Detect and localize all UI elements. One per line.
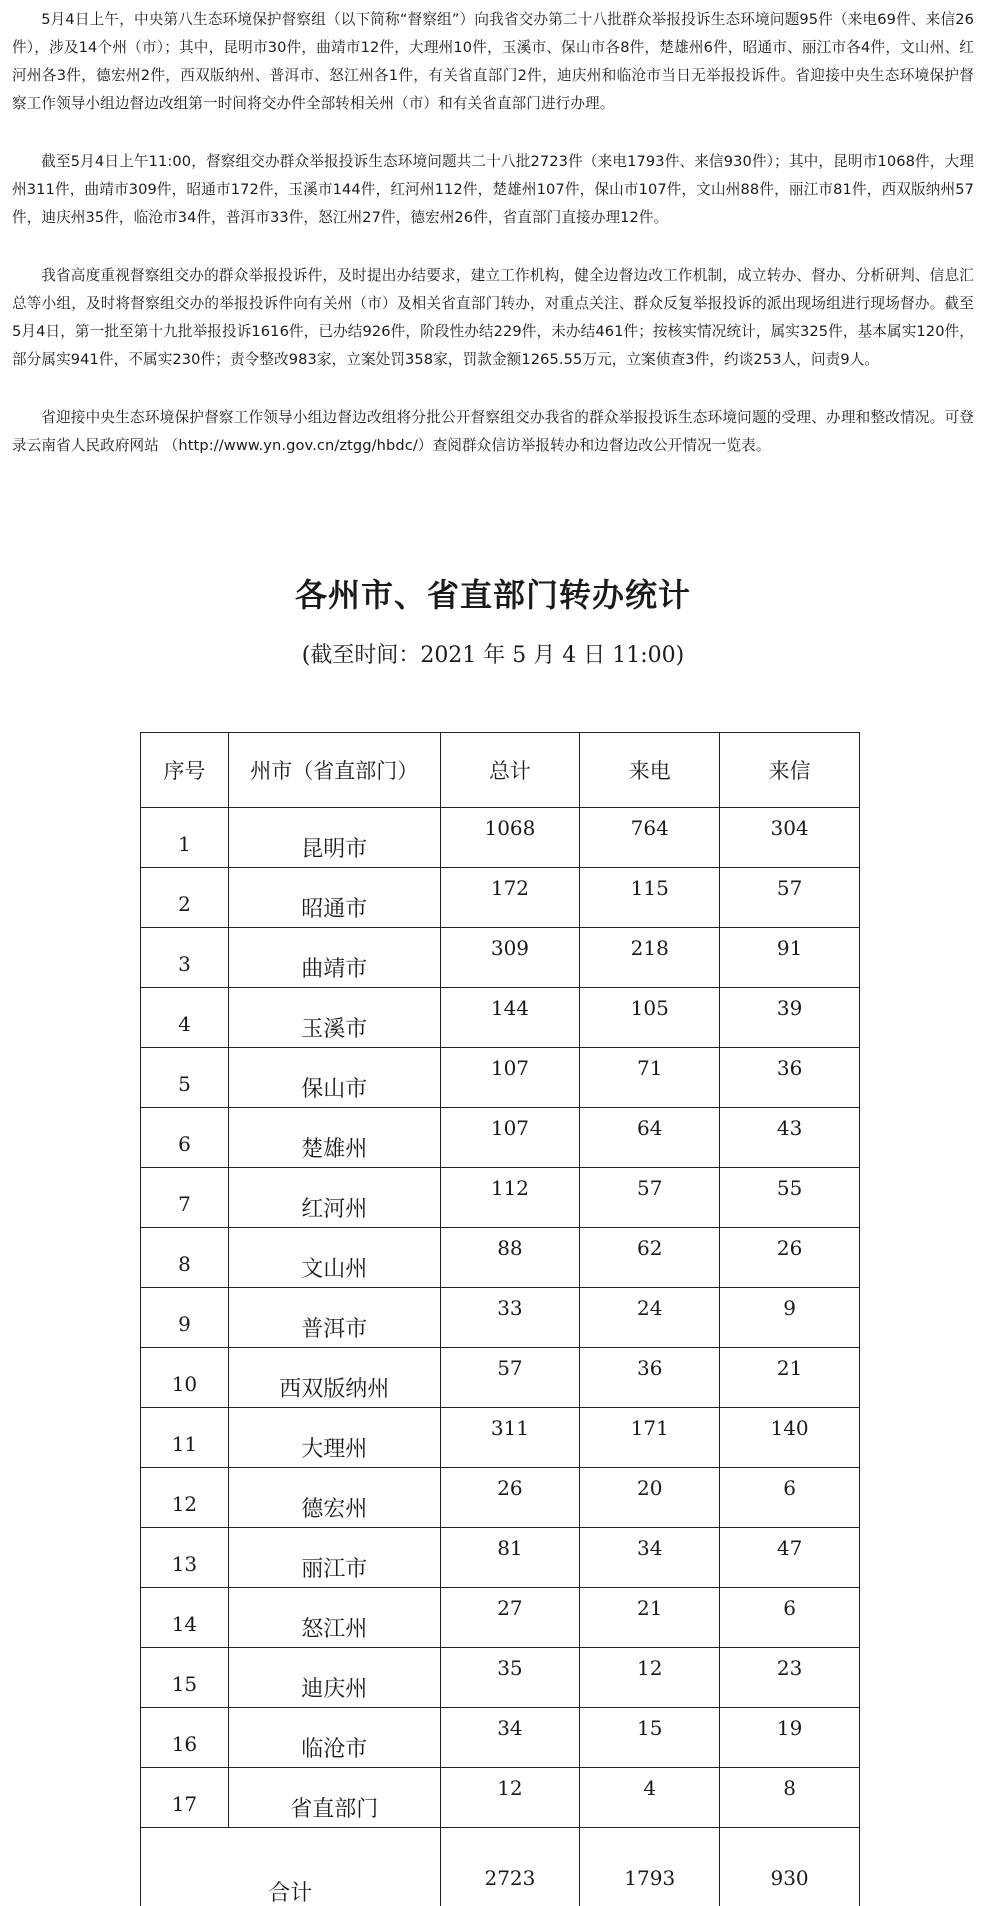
row-region: 怒江州 — [301, 1617, 368, 1642]
row-total: 107 — [490, 1055, 530, 1080]
row-index: 12 — [171, 1491, 198, 1516]
row-letter: 21 — [776, 1355, 803, 1380]
row-letter-cell — [720, 1348, 860, 1408]
row-letter: 6 — [783, 1595, 796, 1620]
row-index: 9 — [178, 1311, 191, 1336]
table-row — [141, 1168, 860, 1228]
row-total-cell — [440, 1408, 580, 1468]
row-letter-cell — [720, 1168, 860, 1228]
row-letter: 23 — [776, 1655, 803, 1680]
row-total: 81 — [497, 1535, 523, 1560]
row-total: 35 — [497, 1655, 523, 1680]
row-index: 8 — [178, 1251, 191, 1276]
row-letter-cell — [720, 1768, 860, 1828]
paragraph-3: 我省高度重视督察组交办的群众举报投诉件，及时提出办结要求，建立工作机构，健全边督边改工作机制，成立转办、督办、分析研判、信息汇总等小组，及时将督察组交办的举报投诉件向有关州（市）及相关省直部门转办，对重点关注、群众反复举报投诉的派出现场组进行现场督办。截至5月4日，第一批至第十九批举报投诉1616件，已办结926件，阶段性办结229件，未办结461件；按核实情况统计，属实325件，基本属实120件，部分属实941件，不属实230件；责令整改983家，立案处罚358家，罚款金额1265.55万元，立案侦查3件，约谈253人，问责9人。 — [12, 267, 974, 368]
row-region-cell — [228, 1468, 440, 1528]
row-phone-cell — [580, 988, 720, 1048]
table-subtitle: (截至时间：2021 年 5 月 4 日 11:00) — [301, 643, 685, 668]
row-total-cell — [440, 1528, 580, 1588]
row-region: 楚雄州 — [301, 1137, 368, 1162]
total-label: 合计 — [268, 1881, 313, 1906]
row-region-cell — [228, 1288, 440, 1348]
row-letter-cell — [720, 1708, 860, 1768]
row-index: 15 — [171, 1671, 198, 1696]
total-letter: 930 — [770, 1865, 809, 1890]
row-total: 26 — [497, 1475, 523, 1500]
row-total-cell — [440, 1108, 580, 1168]
table-row — [141, 1048, 860, 1108]
row-region-cell — [228, 1708, 440, 1768]
row-total-cell — [440, 1288, 580, 1348]
row-index: 16 — [171, 1731, 198, 1756]
row-phone-cell — [580, 928, 720, 988]
table-row — [141, 1588, 860, 1648]
table-row — [141, 1288, 860, 1348]
row-region: 德宏州 — [301, 1497, 368, 1522]
row-index: 17 — [171, 1791, 198, 1816]
row-phone-cell — [580, 1648, 720, 1708]
row-region: 丽江市 — [301, 1557, 368, 1582]
row-total-cell — [440, 1708, 580, 1768]
row-phone-cell — [580, 1708, 720, 1768]
row-total-cell — [440, 1468, 580, 1528]
table-header-row — [141, 733, 860, 808]
row-phone: 15 — [637, 1715, 663, 1740]
row-region-cell — [228, 1048, 440, 1108]
row-region-cell — [228, 1108, 440, 1168]
row-phone: 20 — [637, 1475, 663, 1500]
table-total-row — [141, 1828, 860, 1906]
row-phone: 12 — [637, 1655, 663, 1680]
row-index-cell — [141, 868, 229, 928]
row-region-cell — [228, 808, 440, 868]
row-letter-cell — [720, 1588, 860, 1648]
header-phone: 来电 — [580, 733, 720, 808]
statistics-table — [140, 732, 860, 1906]
row-letter: 8 — [783, 1775, 796, 1800]
row-letter: 55 — [776, 1175, 803, 1200]
table-row — [141, 1348, 860, 1408]
table-row — [141, 928, 860, 988]
row-letter-cell — [720, 1288, 860, 1348]
row-total-cell — [440, 1588, 580, 1648]
row-index-cell — [141, 1528, 229, 1588]
row-letter: 304 — [770, 815, 809, 840]
table-row — [141, 1468, 860, 1528]
row-phone: 62 — [637, 1235, 663, 1260]
header-total: 总计 — [440, 733, 580, 808]
row-phone: 218 — [630, 935, 669, 960]
row-phone: 71 — [637, 1055, 663, 1080]
paragraph-1: 5月4日上午，中央第八生态环境保护督察组（以下简称“督察组”）向我省交办第二十八批群众举报投诉生态环境问题95件（来电69件、来信26件），涉及14个州（市）；其中，昆明市30件，曲靖市12件，大理州10件，玉溪市、保山市各8件，楚雄州6件，昭通市、丽江市各4件，文山州、红河州各3件，德宏州2件，西双版纳州、普洱市、怒江州各1件，有关省直部门2件，迪庆州和临沧市当日无举报投诉件。省迎接中央生态环境保护督察工作领导小组边督边改组第一时间将交办件全部转相关州（市）和有关省直部门进行办理。 — [12, 11, 974, 112]
row-letter-cell — [720, 1228, 860, 1288]
row-index-cell — [141, 1048, 229, 1108]
row-letter: 43 — [776, 1115, 803, 1140]
row-phone-cell — [580, 1768, 720, 1828]
row-total: 112 — [490, 1175, 530, 1200]
row-letter-cell — [720, 1468, 860, 1528]
row-letter: 26 — [776, 1235, 803, 1260]
row-total-cell — [440, 1228, 580, 1288]
row-index: 3 — [178, 951, 191, 976]
row-phone-cell — [580, 1528, 720, 1588]
row-index-cell — [141, 1228, 229, 1288]
table-row — [141, 1228, 860, 1288]
paragraph-4: 省迎接中央生态环境保护督察工作领导小组边督边改组将分批公开督察组交办我省的群众举报投诉生态环境问题的受理、办理和整改情况。可登录云南省人民政府网站 （http://www.yn.gov.cn/ztgg/hbdc/）查阅群众信访举报转办和边督边改公开情况一览表。 — [12, 409, 974, 454]
row-letter-cell — [720, 988, 860, 1048]
row-phone-cell — [580, 1468, 720, 1528]
table-row — [141, 988, 860, 1048]
row-phone: 64 — [637, 1115, 663, 1140]
row-region: 保山市 — [301, 1077, 368, 1102]
row-letter-cell — [720, 808, 860, 868]
row-letter: 140 — [770, 1415, 809, 1440]
row-region-cell — [228, 988, 440, 1048]
row-index-cell — [141, 1288, 229, 1348]
table-row — [141, 1708, 860, 1768]
row-region-cell — [228, 1768, 440, 1828]
row-total-cell — [440, 1648, 580, 1708]
table-row — [141, 1108, 860, 1168]
article-body — [12, 6, 974, 490]
header-region: 州市（省直部门） — [228, 733, 440, 808]
row-phone-cell — [580, 1168, 720, 1228]
row-phone: 36 — [637, 1355, 663, 1380]
row-total-cell — [440, 808, 580, 868]
row-index: 5 — [178, 1071, 191, 1096]
row-region-cell — [228, 1588, 440, 1648]
row-index: 7 — [178, 1191, 191, 1216]
row-index-cell — [141, 988, 229, 1048]
row-region: 临沧市 — [301, 1737, 368, 1762]
row-phone-cell — [580, 1288, 720, 1348]
row-index: 1 — [178, 831, 191, 856]
table-row — [141, 1648, 860, 1708]
row-phone: 4 — [643, 1775, 657, 1800]
row-letter: 47 — [776, 1535, 803, 1560]
row-total: 311 — [490, 1415, 530, 1440]
row-index: 11 — [171, 1431, 198, 1456]
row-total-cell — [440, 1768, 580, 1828]
row-letter-cell — [720, 1108, 860, 1168]
row-region: 迪庆州 — [301, 1677, 368, 1702]
row-total: 144 — [490, 995, 530, 1020]
paragraph-2: 截至5月4日上午11:00，督察组交办群众举报投诉生态环境问题共二十八批2723件（来电1793件、来信930件）；其中，昆明市1068件，大理州311件，曲靖市309件，昭通市172件，玉溪市144件，红河州112件，楚雄州107件，保山市107件，文山州88件，丽江市81件，西双版纳州57件，迪庆州35件，临沧市34件，普洱市33件，怒江州27件，德宏州26件，省直部门直接办理12件。 — [12, 153, 974, 226]
row-phone: 34 — [637, 1535, 663, 1560]
row-region: 普洱市 — [301, 1317, 368, 1342]
row-region-cell — [228, 1168, 440, 1228]
row-phone-cell — [580, 1108, 720, 1168]
row-region: 玉溪市 — [301, 1017, 368, 1042]
row-total-cell — [440, 1168, 580, 1228]
row-letter: 9 — [783, 1295, 796, 1320]
row-region-cell — [228, 1648, 440, 1708]
row-region: 大理州 — [301, 1437, 368, 1462]
row-letter: 57 — [776, 875, 803, 900]
row-letter: 6 — [783, 1475, 796, 1500]
row-region: 红河州 — [301, 1197, 368, 1222]
row-letter-cell — [720, 928, 860, 988]
row-index-cell — [141, 1408, 229, 1468]
row-total: 309 — [490, 935, 530, 960]
row-region-cell — [228, 1528, 440, 1588]
row-letter-cell — [720, 1408, 860, 1468]
row-phone: 24 — [637, 1295, 663, 1320]
row-phone: 57 — [637, 1175, 663, 1200]
row-total: 33 — [497, 1295, 523, 1320]
row-total: 34 — [497, 1715, 523, 1740]
row-index: 10 — [171, 1371, 198, 1396]
row-index-cell — [141, 1588, 229, 1648]
row-phone: 105 — [630, 995, 669, 1020]
total-phone: 1793 — [624, 1865, 676, 1890]
row-region-cell — [228, 1408, 440, 1468]
total-label-cell — [141, 1828, 441, 1906]
row-index-cell — [141, 1348, 229, 1408]
row-phone-cell — [580, 1048, 720, 1108]
row-letter: 36 — [776, 1055, 803, 1080]
row-region-cell — [228, 868, 440, 928]
row-total: 1068 — [484, 815, 536, 840]
row-total: 12 — [497, 1775, 523, 1800]
row-total-cell — [440, 1348, 580, 1408]
total-sum: 2723 — [484, 1865, 536, 1890]
row-phone: 764 — [630, 815, 669, 840]
row-total-cell — [440, 868, 580, 928]
row-phone: 21 — [637, 1595, 663, 1620]
row-index: 14 — [171, 1611, 198, 1636]
table-row — [141, 1408, 860, 1468]
row-total: 88 — [497, 1235, 523, 1260]
row-index-cell — [141, 1708, 229, 1768]
row-phone: 171 — [630, 1415, 669, 1440]
row-region: 文山州 — [301, 1257, 368, 1282]
row-region-cell — [228, 1348, 440, 1408]
row-index-cell — [141, 928, 229, 988]
header-letter: 来信 — [720, 733, 860, 808]
table-row — [141, 808, 860, 868]
row-region-cell — [228, 1228, 440, 1288]
row-phone-cell — [580, 1228, 720, 1288]
row-region: 西双版纳州 — [279, 1377, 390, 1402]
row-index: 6 — [178, 1131, 191, 1156]
header-index: 序号 — [141, 733, 229, 808]
total-sum-cell — [440, 1828, 580, 1906]
row-region: 省直部门 — [290, 1797, 379, 1822]
row-region: 曲靖市 — [301, 957, 368, 982]
row-region: 昭通市 — [301, 897, 368, 922]
row-index-cell — [141, 1768, 229, 1828]
row-index-cell — [141, 1168, 229, 1228]
row-total: 172 — [490, 875, 530, 900]
table-row — [141, 868, 860, 928]
row-phone-cell — [580, 1348, 720, 1408]
row-letter: 91 — [776, 935, 803, 960]
row-phone-cell — [580, 868, 720, 928]
row-index-cell — [141, 1648, 229, 1708]
row-total-cell — [440, 928, 580, 988]
row-letter-cell — [720, 1528, 860, 1588]
row-total-cell — [440, 988, 580, 1048]
row-total: 107 — [490, 1115, 530, 1140]
row-total-cell — [440, 1048, 580, 1108]
row-phone-cell — [580, 808, 720, 868]
row-total: 57 — [497, 1355, 523, 1380]
row-phone-cell — [580, 1408, 720, 1468]
row-region-cell — [228, 928, 440, 988]
row-index-cell — [141, 1468, 229, 1528]
total-letter-cell — [720, 1828, 860, 1906]
row-letter: 39 — [776, 995, 803, 1020]
row-index: 13 — [171, 1551, 198, 1576]
row-index: 4 — [178, 1011, 191, 1036]
row-letter: 19 — [776, 1715, 803, 1740]
table-title: 各州市、省直部门转办统计 — [294, 576, 691, 614]
table-row — [141, 1768, 860, 1828]
row-letter-cell — [720, 1048, 860, 1108]
row-phone-cell — [580, 1588, 720, 1648]
table-row — [141, 1528, 860, 1588]
row-region: 昆明市 — [301, 837, 368, 862]
row-letter-cell — [720, 868, 860, 928]
row-index: 2 — [178, 891, 191, 916]
row-index-cell — [141, 1108, 229, 1168]
total-phone-cell — [580, 1828, 720, 1906]
row-total: 27 — [497, 1595, 523, 1620]
row-phone: 115 — [630, 875, 669, 900]
row-index-cell — [141, 808, 229, 868]
row-letter-cell — [720, 1648, 860, 1708]
